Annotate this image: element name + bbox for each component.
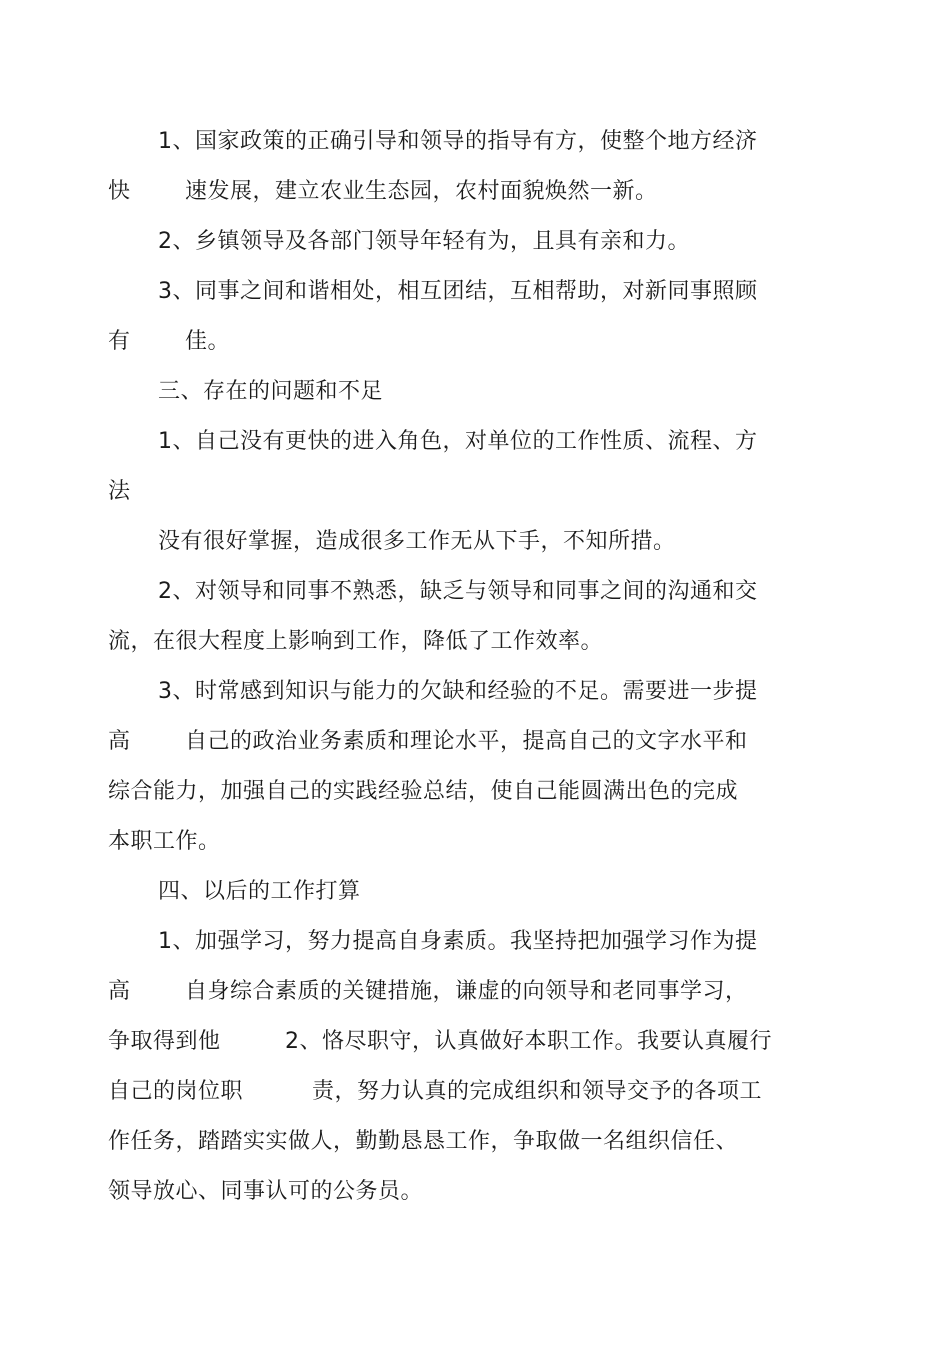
paragraph-line-start: 快 (108, 179, 131, 204)
paragraph-line: 1、加强学习，努力提高自身素质。我坚持把加强学习作为提 (158, 929, 758, 954)
paragraph-line: 1、自己没有更快的进入角色，对单位的工作性质、流程、方 (158, 429, 758, 454)
section-heading: 三、存在的问题和不足 (158, 379, 384, 404)
paragraph-line: 综合能力，加强自己的实践经验总结，使自己能圆满出色的完成 (108, 779, 739, 804)
paragraph-line-start: 有 (108, 329, 131, 354)
paragraph-line-continuation: 自身综合素质的关键措施，谦虚的向领导和老同事学习， (185, 979, 748, 1004)
paragraph-line-continuation: 责，努力认真的完成组织和领导交予的各项工 (312, 1079, 763, 1104)
paragraph-line: 3、同事之间和谐相处，相互团结，互相帮助，对新同事照顾 (158, 279, 758, 304)
paragraph-line: 没有很好掌握，造成很多工作无从下手，不知所措。 (158, 529, 676, 554)
paragraph-line: 2、对领导和同事不熟悉，缺乏与领导和同事之间的沟通和交 (158, 579, 758, 604)
paragraph-line: 本职工作。 (108, 829, 221, 854)
paragraph-line: 1、国家政策的正确引导和领导的指导有方，使整个地方经济 (158, 129, 758, 154)
paragraph-line-start: 自己的岗位职 (108, 1079, 244, 1104)
paragraph-line-continuation: 自己的政治业务素质和理论水平，提高自己的文字水平和 (185, 729, 748, 754)
paragraph-line-continuation: 佳。 (185, 329, 231, 354)
paragraph-line-start: 争取得到他 (108, 1029, 221, 1054)
paragraph-line: 3、时常感到知识与能力的欠缺和经验的不足。需要进一步提 (158, 679, 758, 704)
paragraph-line: 领导放心、同事认可的公务员。 (108, 1179, 424, 1204)
paragraph-line: 2、乡镇领导及各部门领导年轻有为，且具有亲和力。 (158, 229, 690, 254)
paragraph-line: 流，在很大程度上影响到工作，降低了工作效率。 (108, 629, 604, 654)
paragraph-line-start: 高 (108, 729, 131, 754)
paragraph-line: 作任务，踏踏实实做人，勤勤恳恳工作，争取做一名组织信任、 (108, 1129, 739, 1154)
paragraph-line: 法 (108, 479, 131, 504)
paragraph-line-continuation: 速发展，建立农业生态园，农村面貌焕然一新。 (185, 179, 658, 204)
paragraph-line-start: 高 (108, 979, 131, 1004)
paragraph-line-continuation: 2、恪尽职守，认真做好本职工作。我要认真履行 (285, 1029, 772, 1054)
section-heading: 四、以后的工作打算 (158, 879, 361, 904)
